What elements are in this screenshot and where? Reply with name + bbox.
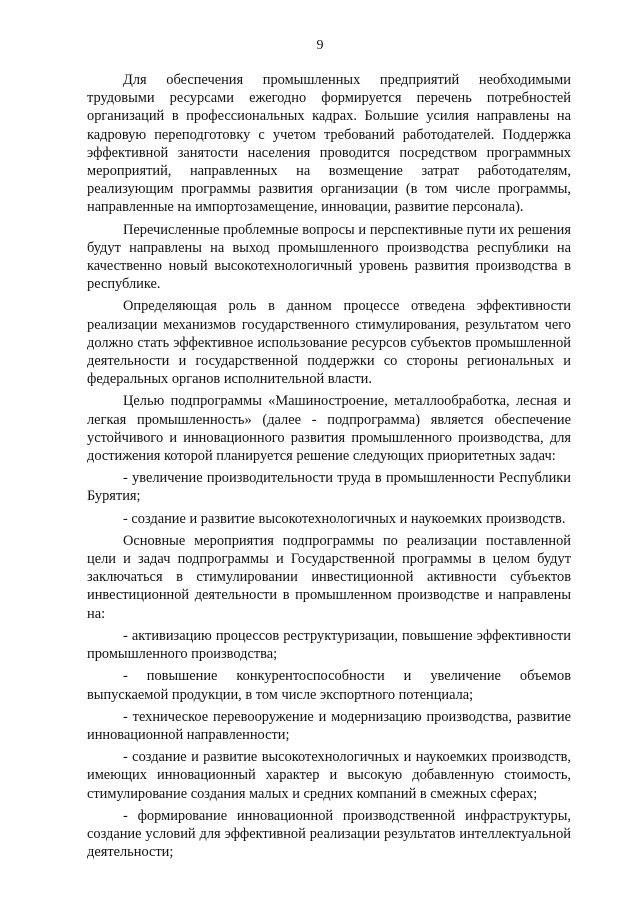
list-item-task-productivity: - увеличение производительности труда в промышленности Республики Бурятия; [87, 470, 571, 505]
paragraph-state-stimulation: Определяющая роль в данном процессе отведена эффективности реализации механизмов государственного стимулирования, результатом чего должно стать эффективное использование ресурсов субъектов промышленной деятельности и государственной поддержки со стороны региональных и федеральных органов исполнительной власти. [87, 298, 571, 388]
list-item-modernization: - техническое перевооружение и модернизацию производства, развитие инновационной направленности; [87, 708, 571, 743]
body-text [87, 71, 571, 865]
paragraph-subprogram-goal: Целью подпрограммы «Машиностроение, металлообработка, лесная и легкая промышленность» (далее - подпрограмма) является обеспечение устойчивого и инновационного развития промышленного производства, для достижения которой планируется решение следующих приоритетных задач: [87, 393, 571, 465]
paragraph-workforce: Для обеспечения промышленных предприятий необходимыми трудовыми ресурсами ежегодно формируется перечень потребностей организаций в профессиональных кадрах. Большие усилия направлены на кадровую переподготовку с учетом требований работодателей. Поддержка эффективной занятости населения проводится посредством программных мероприятий, направленных на возмещение затрат работодателям, реализующим программы развития организации (в том числе программы, направленные на импортозамещение, инновации, развитие персонала). [87, 72, 571, 216]
list-item-hightech-production: - создание и развитие высокотехнологичных и наукоемких производств, имеющих инновационный характер и высокую добавленную стоимость, стимулирование создания малых и средних компаний в смежных сферах; [87, 749, 571, 802]
paragraph-main-measures: Основные мероприятия подпрограммы по реализации поставленной цели и задач подпрограммы и Государственной программы в целом будут заключаться в стимулировании инвестиционной активности субъектов инвестиционной деятельности в промышленном производстве и направлены на: [87, 532, 571, 622]
paragraph-problems: Перечисленные проблемные вопросы и перспективные пути их решения будут направлены на выход промышленного производства республики на качественно новый высокотехнологичный уровень развития производства в республике. [87, 221, 571, 293]
list-item-competitiveness: - повышение конкурентоспособности и увеличение объемов выпускаемой продукции, в том числе экспортного потенциала; [87, 668, 571, 703]
list-item-innovation-infrastructure: - формирование инновационной производственной инфраструктуры, создание условий для эффективной реализации результатов интеллектуальной деятельности; [87, 807, 571, 861]
page-number: 9 [316, 38, 324, 53]
list-item-restructuring: - активизацию процессов реструктуризации, повышение эффективности промышленного производства; [87, 627, 571, 663]
list-item-task-hightech: - создание и развитие высокотехнологичных и наукоемких производств. [123, 510, 566, 527]
